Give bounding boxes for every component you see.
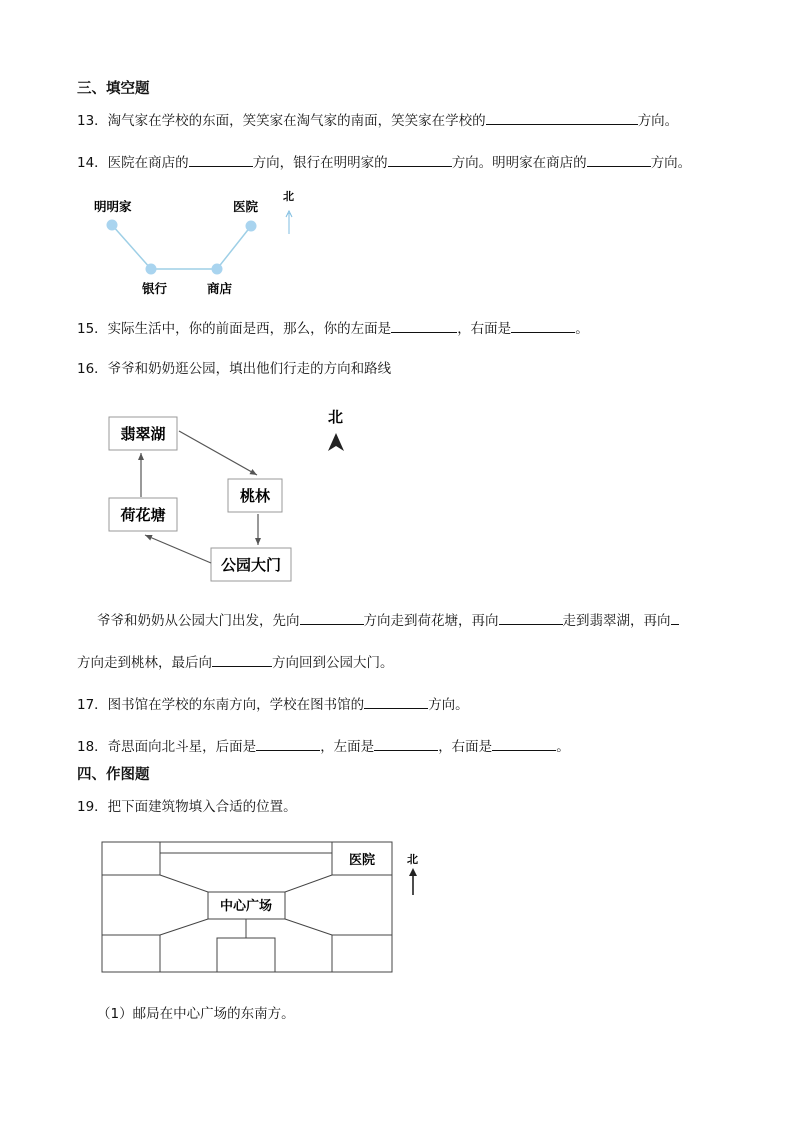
answer-blank[interactable]: [499, 610, 563, 625]
location-dot: [107, 220, 118, 231]
question-16-line-1: [97, 610, 679, 630]
question-17: [77, 694, 469, 714]
place-park-gate: 公园大门: [220, 556, 282, 574]
label-shop: 商店: [207, 281, 233, 296]
section-title-fill-blank: 三、填空题: [77, 81, 150, 97]
question-16: 16．爷爷和奶奶逛公园，填出他们行走的方向和路线: [77, 361, 392, 377]
section-title-drawing: 四、作图题: [77, 767, 150, 783]
question-15: [77, 318, 589, 338]
north-label: 北: [283, 190, 294, 203]
question-18-part: ，左面是: [320, 739, 375, 755]
label-center-plaza: 中心广场: [219, 899, 273, 914]
question-18-part: 18．奇思面向北斗星，后面是: [77, 739, 257, 755]
question-16-part: 爷爷和奶奶从公园大门出发，先向: [97, 613, 300, 629]
answer-blank[interactable]: [189, 152, 253, 167]
question-18-part: 。: [556, 739, 570, 755]
question-14: [77, 152, 691, 172]
road-line: [160, 919, 208, 935]
park-route-diagram: [95, 395, 365, 595]
question-16-part: 走到翡翠湖，再向: [562, 613, 671, 629]
arrow-lake-to-peach: [179, 431, 257, 475]
question-19-sub-1: （1）邮局在中心广场的东南方。: [97, 1006, 295, 1022]
box-northwest: [102, 842, 160, 875]
question-16-part: 方向回到公园大门。: [272, 655, 394, 671]
place-lotus-pond: 荷花塘: [120, 506, 166, 524]
question-17-part: 17．图书馆在学校的东南方向，学校在图书馆的: [77, 697, 365, 713]
question-14-part: 方向。: [650, 155, 692, 171]
label-hospital: 医院: [348, 853, 376, 868]
park-north-label: 北: [328, 408, 344, 426]
location-dot: [212, 264, 223, 275]
road-line: [160, 875, 208, 892]
road-line: [285, 875, 332, 892]
answer-blank[interactable]: [374, 736, 438, 751]
question-17-part: 方向。: [428, 697, 469, 713]
question-15-part: 。: [575, 321, 589, 337]
label-hospital: 医院: [233, 199, 259, 214]
location-dot: [246, 221, 257, 232]
box-bottom-middle: [217, 938, 275, 972]
label-mingming-home: 明明家: [94, 199, 132, 214]
question-16-line-2: [77, 652, 394, 672]
direction-map-1: [80, 185, 320, 303]
box-southeast: [332, 935, 392, 972]
answer-blank[interactable]: [300, 610, 364, 625]
north-arrow-head-icon: [409, 868, 417, 876]
question-18: [77, 736, 570, 756]
question-15-part: ，右面是: [457, 321, 512, 337]
answer-blank[interactable]: [256, 736, 320, 751]
place-emerald-lake: 翡翠湖: [120, 425, 166, 443]
place-peach-grove: 桃林: [239, 487, 271, 505]
answer-blank[interactable]: [212, 652, 272, 667]
question-18-part: ，右面是: [438, 739, 493, 755]
town-layout-map: [95, 835, 435, 980]
question-13: [77, 110, 678, 130]
question-16-part: 方向走到荷花塘，再向: [363, 613, 499, 629]
label-bank: 银行: [142, 281, 168, 296]
question-16-part: 方向走到桃林，最后向: [77, 655, 212, 671]
answer-blank[interactable]: [486, 110, 638, 125]
answer-blank[interactable]: [511, 318, 575, 333]
question-13-tail: 方向。: [637, 113, 679, 129]
route-line: [112, 225, 251, 269]
question-14-part: 方向，银行在明明家的: [252, 155, 388, 171]
answer-blank[interactable]: [587, 152, 651, 167]
question-15-part: 15．实际生活中，你的前面是西，那么，你的左面是: [77, 321, 392, 337]
question-14-part: 方向。明明家在商店的: [451, 155, 587, 171]
arrow-gate-to-lotus: [145, 535, 211, 563]
box-southwest: [102, 935, 160, 972]
question-19: 19．把下面建筑物填入合适的位置。: [77, 799, 297, 815]
location-dot: [146, 264, 157, 275]
answer-blank[interactable]: [671, 610, 679, 625]
question-14-part: 14．医院在商店的: [77, 155, 189, 171]
question-13-text: 13．淘气家在学校的东面，笑笑家在淘气家的南面，笑笑家在学校的: [77, 113, 486, 129]
answer-blank[interactable]: [388, 152, 452, 167]
answer-blank[interactable]: [391, 318, 457, 333]
answer-blank[interactable]: [492, 736, 556, 751]
answer-blank[interactable]: [364, 694, 428, 709]
north-arrow-icon: [328, 433, 344, 451]
north-label: 北: [407, 853, 418, 866]
road-line: [285, 919, 332, 935]
